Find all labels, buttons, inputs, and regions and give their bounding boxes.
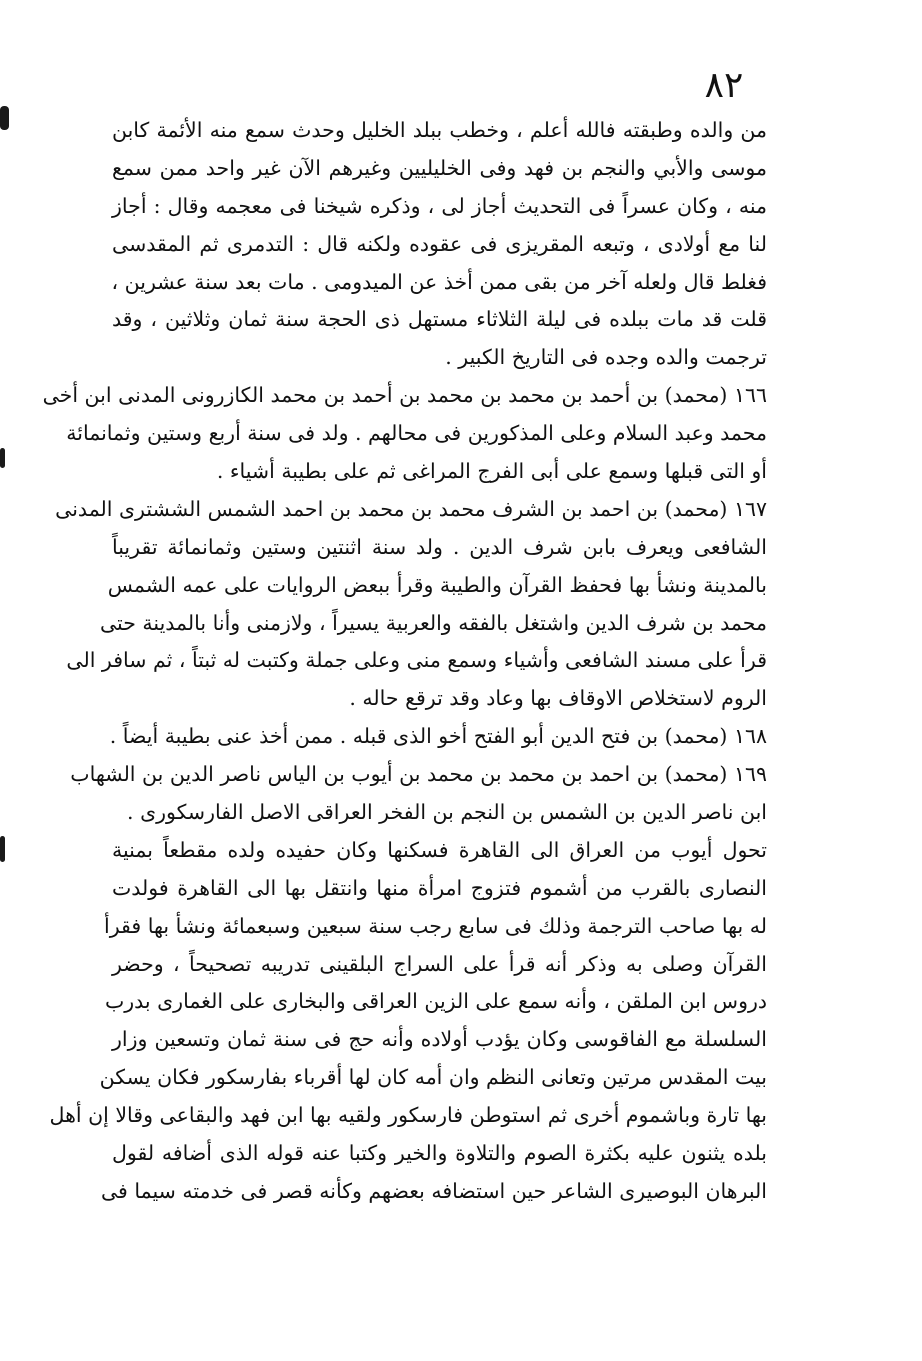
text-line: السلسلة مع الفاقوسى وكان يؤدب أولاده وأنه حج فى سنة ثمان وتسعين وزار <box>112 1027 767 1052</box>
text-line: محمد بن شرف الدين واشتغل بالفقه والعربية يسيراً ، ولازمنى وأنا بالمدينة حتى <box>99 610 767 635</box>
margin-mark-top <box>0 106 9 130</box>
text-line: موسى والأبي والنجم بن فهد وفى الخليليين وغيرهم الآن غير واحد ممن سمع <box>112 155 767 180</box>
margin-mark-middle <box>0 448 5 468</box>
text-line: قلت قد مات ببلده فى ليلة الثلاثاء مستهل ذى الحجة سنة ثمان وثلاثين ، وقد <box>112 307 767 332</box>
margin-mark-lower <box>0 836 5 862</box>
text-line: الروم لاستخلاص الاوقاف بها وعاد وقد ترقع حاله . <box>349 686 767 711</box>
entry-169-heading-line: ١٦٩ (محمد) بن احمد بن محمد بن محمد بن أيوب بن الياس ناصر الدين بن الشهاب <box>70 762 767 787</box>
text-line: بلده يثنون عليه بكثرة الصوم والتلاوة والخير وكتبا عنه قوله الذى أضافه لقول <box>112 1141 767 1166</box>
text-line: ابن ناصر الدين بن الشمس بن النجم بن الفخر العراقى الاصل الفارسكورى . <box>127 800 767 825</box>
text-line: فغلط قال ولعله آخر من بقى ممن أخذ عن الميدومى . مات بعد سنة عشرين ، <box>111 269 767 294</box>
text-line: البرهان البوصيرى الشاعر حين استضافه بعضهم وكأنه قصر فى خدمته سيما فى <box>100 1178 767 1203</box>
entry-167-heading-line: ١٦٧ (محمد) بن احمد بن الشرف محمد بن محمد بن احمد الشمس الششترى المدنى <box>55 496 767 521</box>
text-line: بالمدينة ونشأ بها فحفظ القرآن والطيبة وقرأ ببعض الروايات على عمه الشمس <box>107 572 767 597</box>
text-line: تحول أيوب من العراق الى القاهرة فسكنها وكان حفيده ولده مقطعاً بمنية <box>112 837 767 862</box>
text-line: دروس ابن الملقن ، وأنه سمع على الزين العراقى والبخارى على الغمارى بدرب <box>104 989 767 1014</box>
text-line: من والده وطبقته فالله أعلم ، وخطب ببلد الخليل وحدث سمع منه الأئمة كابن <box>112 118 767 142</box>
text-line: أو التى قبلها وسمع على أبى الفرج المراغى ثم على بطيبة أشياء . <box>216 459 767 484</box>
body-text <box>42 112 767 1211</box>
text-line: محمد وعبد السلام وعلى المذكورين فى محالهم . ولد فى سنة أربع وستين وثمانمائة <box>66 421 767 446</box>
text-line: الشافعى ويعرف بابن شرف الدين . ولد سنة اثنتين وستين وثمانمائة تقريباً <box>112 534 767 559</box>
page-number: ٨٢ <box>704 65 744 106</box>
entry-166-heading-line: ١٦٦ (محمد) بن أحمد بن محمد بن محمد بن أحمد بن محمد الكازرونى المدنى ابن أخى <box>42 383 767 408</box>
text-line: ترجمت والده وجده فى التاريخ الكبير . <box>445 345 767 370</box>
text-line: بيت المقدس مرتين وتعانى النظم وان أمه كان لها أقرباء بفارسكور فكان يسكن <box>99 1065 767 1090</box>
text-line: النصارى بالقرب من أشموم فتزوج امرأة منها وانتقل بها الى القاهرة فولدت <box>112 875 767 900</box>
text-line: لنا مع أولادى ، وتبعه المقريزى فى عقوده ولكنه قال : التدمرى ثم المقدسى <box>112 231 767 256</box>
text-line: منه ، وكان عسراً فى التحديث أجاز لى ، وذكره شيخنا فى معجمه وقال : أجاز <box>112 193 767 218</box>
text-line: قرأ على مسند الشافعى وأشياء وسمع منى وعلى جملة وكتبت له ثبتاً ، ثم سافر الى <box>66 648 767 673</box>
text-line: القرآن وصلى به وذكر أنه قرأ على السراج البلقينى تدريبه تصحيحاً ، وحضر <box>112 951 767 976</box>
entry-168-line: ١٦٨ (محمد) بن فتح الدين أبو الفتح أخو الذى قبله . ممن أخذ عنى بطيبة أيضاً . <box>109 724 767 749</box>
text-line: بها تارة وباشموم أخرى ثم استوطن فارسكور ولقيه بها ابن فهد والبقاعى وقالا إن أهل <box>49 1103 767 1128</box>
text-line: له بها صاحب الترجمة وذلك فى سابع رجب سنة سبعين وسبعمائة ونشأ بها فقرأ <box>104 913 767 938</box>
